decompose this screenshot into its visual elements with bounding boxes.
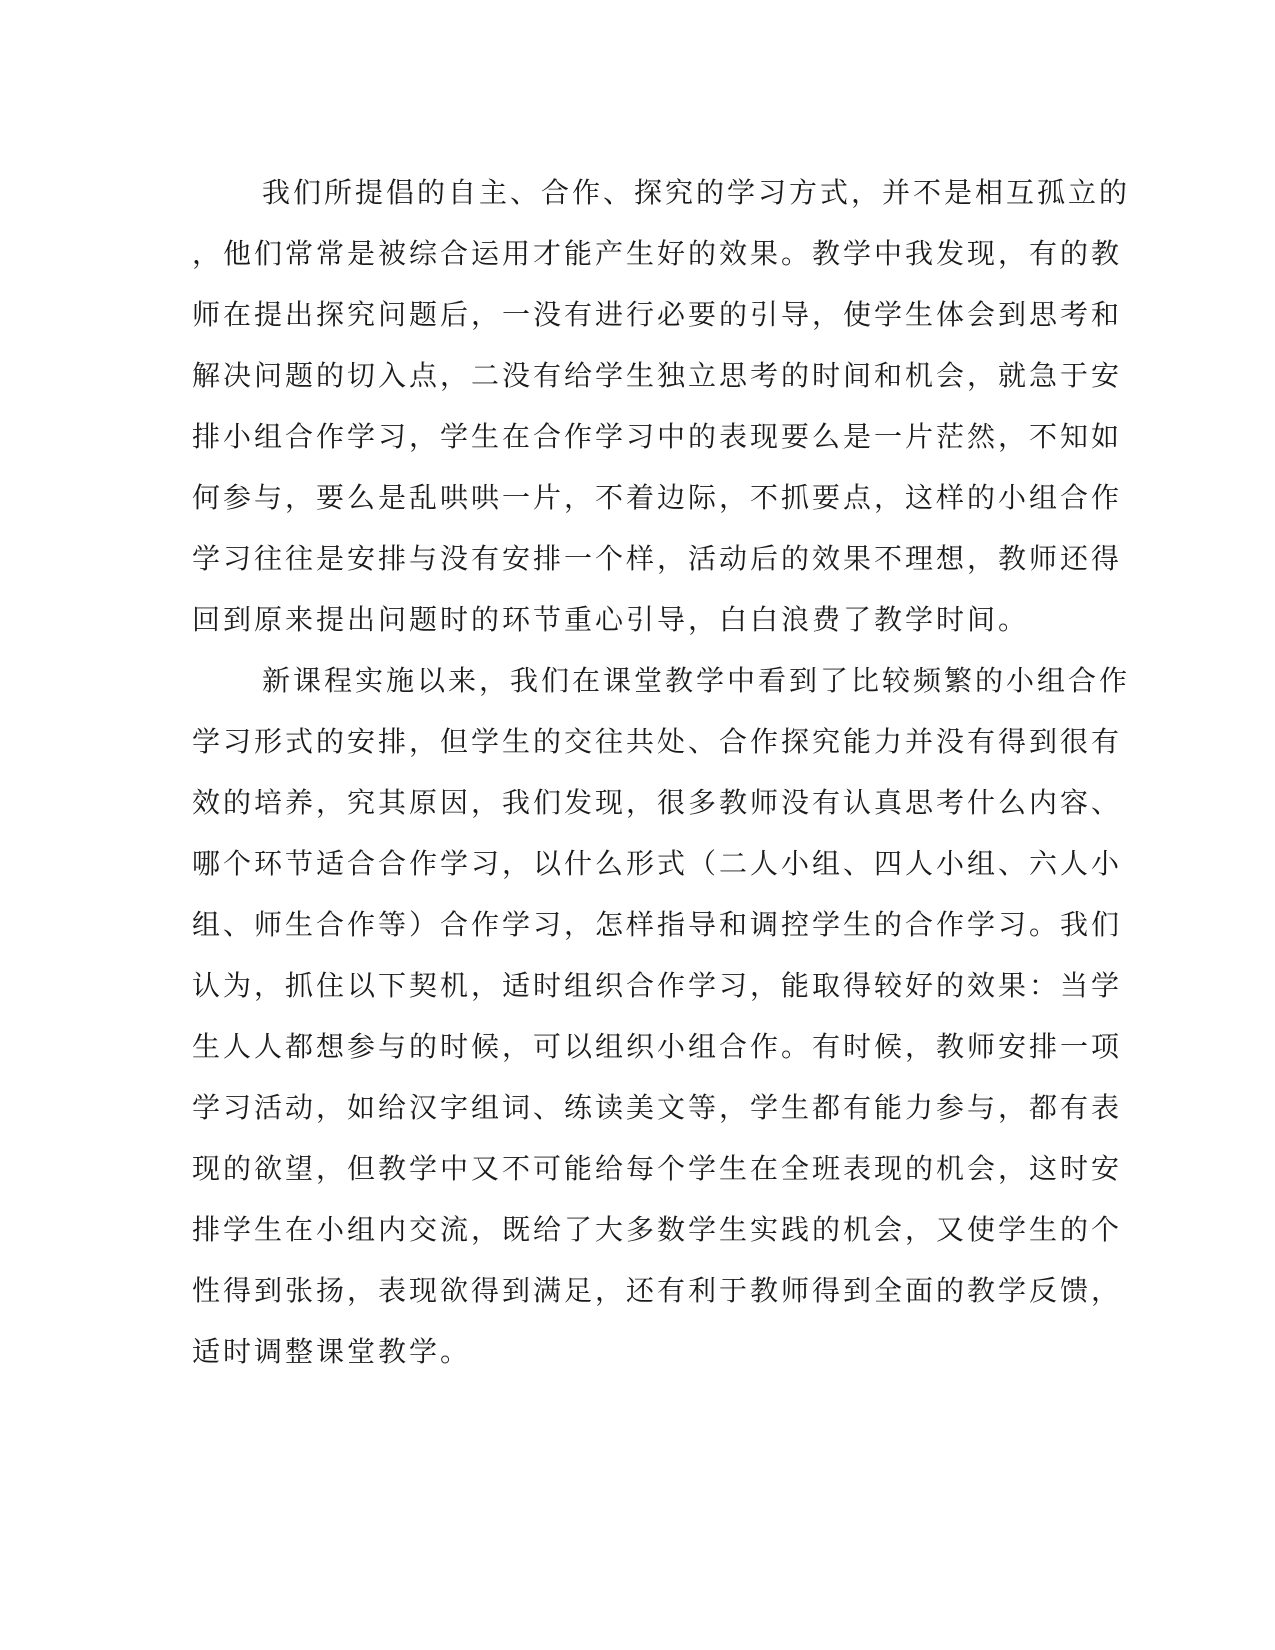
paragraph-line: 现的欲望，但教学中又不可能给每个学生在全班表现的机会，这时安 xyxy=(192,1152,1123,1185)
paragraph-line: 师在提出探究问题后，一没有进行必要的引导，使学生体会到思考和 xyxy=(192,298,1123,331)
paragraph-line: 排学生在小组内交流，既给了大多数学生实践的机会，又使学生的个 xyxy=(192,1213,1123,1246)
paragraph-line: 我们所提倡的自主、合作、探究的学习方式，并不是相互孤立的 xyxy=(262,176,1131,209)
paragraph-line: 解决问题的切入点，二没有给学生独立思考的时间和机会，就急于安 xyxy=(192,359,1123,392)
paragraph-line: 组、师生合作等）合作学习，怎样指导和调控学生的合作学习。我们 xyxy=(192,908,1123,941)
paragraph-line: 排小组合作学习，学生在合作学习中的表现要么是一片茫然，不知如 xyxy=(192,420,1123,453)
paragraph-line: 性得到张扬，表现欲得到满足，还有利于教师得到全面的教学反馈， xyxy=(192,1274,1123,1307)
paragraph-line: 效的培养，究其原因，我们发现，很多教师没有认真思考什么内容、 xyxy=(192,786,1123,819)
paragraph-line: 生人人都想参与的时候，可以组织小组合作。有时候，教师安排一项 xyxy=(192,1030,1123,1063)
paragraph-line: 适时调整课堂教学。 xyxy=(192,1335,472,1368)
paragraph-line: ，他们常常是被综合运用才能产生好的效果。教学中我发现，有的教 xyxy=(192,237,1123,270)
paragraph-line: 学习活动，如给汉字组词、练读美文等，学生都有能力参与，都有表 xyxy=(192,1091,1123,1124)
paragraph-line: 学习形式的安排，但学生的交往共处、合作探究能力并没有得到很有 xyxy=(192,725,1123,758)
document-body xyxy=(192,162,1131,1382)
paragraph-line: 新课程实施以来，我们在课堂教学中看到了比较频繁的小组合作 xyxy=(262,664,1131,697)
paragraph-line: 回到原来提出问题时的环节重心引导，白白浪费了教学时间。 xyxy=(192,603,1030,636)
paragraph-line: 认为，抓住以下契机，适时组织合作学习，能取得较好的效果：当学 xyxy=(192,969,1123,1002)
paragraph-2 xyxy=(192,650,1131,1382)
paragraph-line: 何参与，要么是乱哄哄一片，不着边际，不抓要点，这样的小组合作 xyxy=(192,481,1123,514)
paragraph-1 xyxy=(192,162,1131,650)
paragraph-line: 哪个环节适合合作学习，以什么形式（二人小组、四人小组、六人小 xyxy=(192,847,1123,880)
paragraph-line: 学习往往是安排与没有安排一个样，活动后的效果不理想，教师还得 xyxy=(192,542,1123,575)
